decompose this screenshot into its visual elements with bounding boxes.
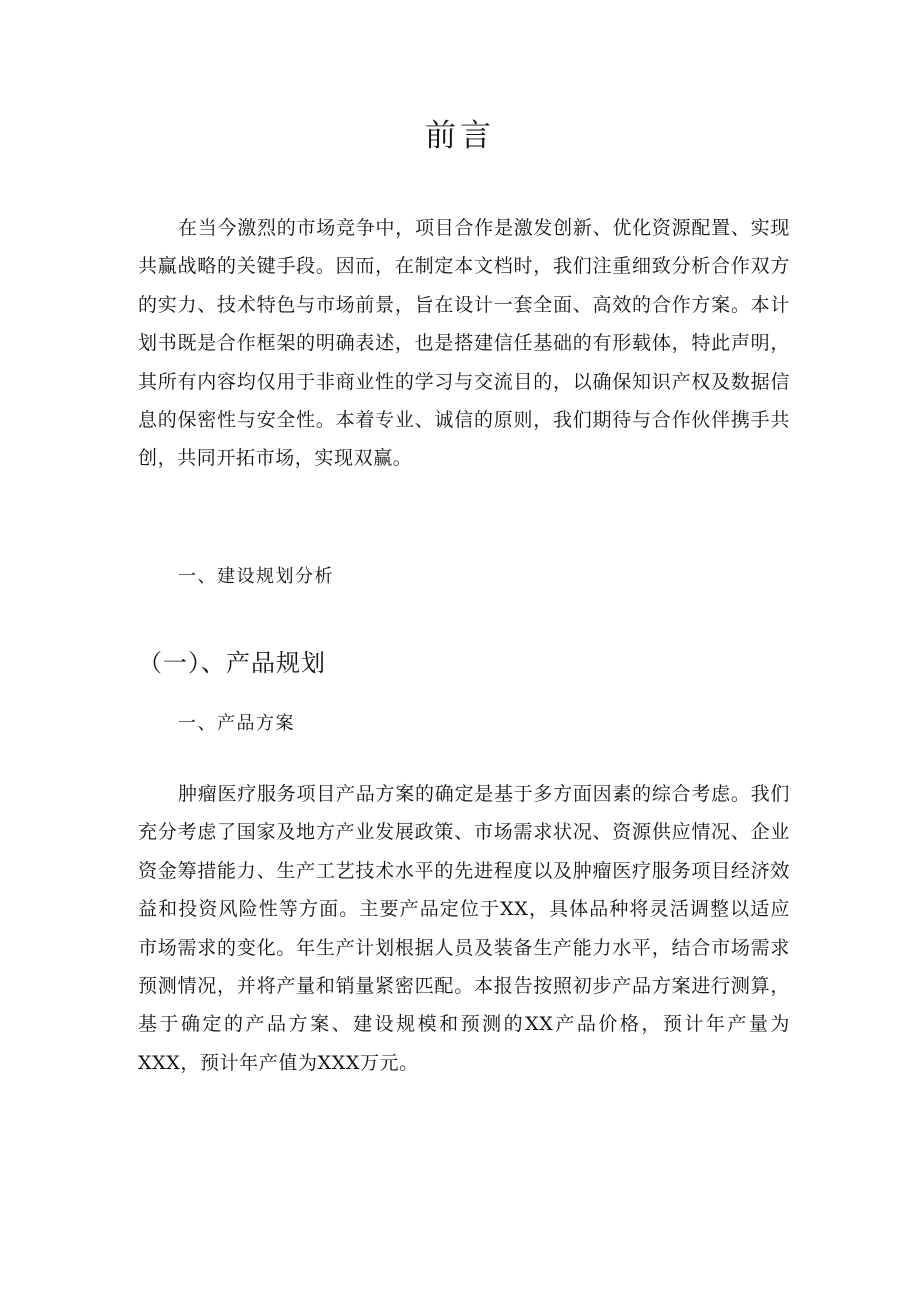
document-title: 前言 <box>425 118 495 154</box>
subsection-heading: （一）、产品规划 <box>138 649 326 677</box>
intro-paragraph: 在当今激烈的市场竞争中，项目合作是激发创新、优化资源配置、实现共赢战略的关键手段。因而，在制定本文档时，我们注重细致分析合作双方的实力、技术特色与市场前景，旨在设计一套全面、高效的合作方案。本计划书既是合作框架的明确表述，也是搭建信任基础的有形载体，特此声明，其所有内容均仅用于非商业性的学习与交流目的，以确保知识产权及数据信息的保密性与安全性。本着专业、诚信的原则，我们期待与合作伙伴携手共创，共同开拓市场，实现双赢。 <box>138 217 790 470</box>
product-paragraph: 肿瘤医疗服务项目产品方案的确定是基于多方面因素的综合考虑。我们充分考虑了国家及地方产业发展政策、市场需求状况、资源供应情况、企业资金筹措能力、生产工艺技术水平的先进程度以及肿瘤医疗服务项目经济效益和投资风险性等方面。主要产品定位于XX，具体品种将灵活调整以适应市场需求的变化。年生产计划根据人员及装备生产能力水平，结合市场需求预测情况，并将产量和销量紧密匹配。本报告按照初步产品方案进行测算，基于确定的产品方案、建设规模和预测的XX产品价格，预计年产量为XXX，预计年产值为XXX万元。 <box>138 783 790 1074</box>
section-heading: 一、建设规划分析 <box>178 566 334 587</box>
sub-subsection-heading: 一、产品方案 <box>178 713 295 734</box>
